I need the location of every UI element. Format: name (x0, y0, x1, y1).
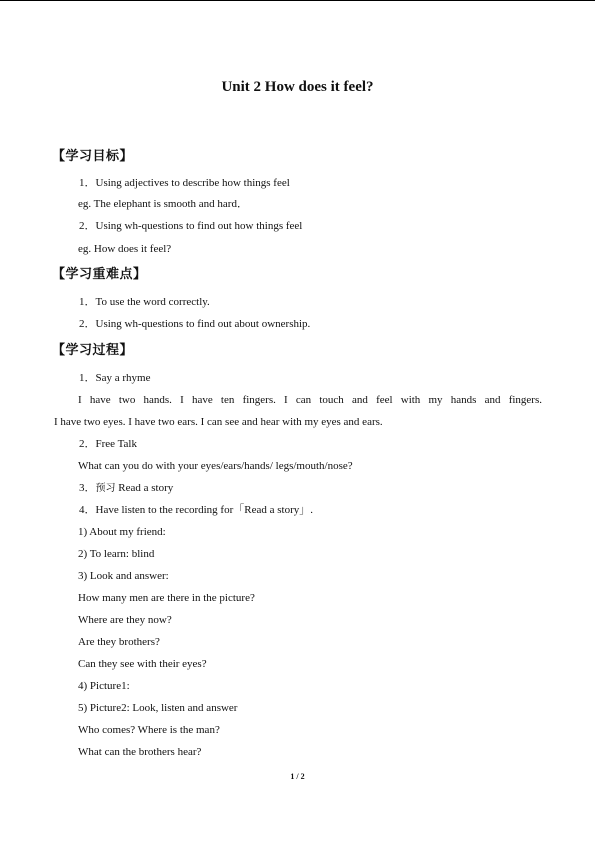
header-rule (0, 0, 595, 1)
document-title: Unit 2 How does it feel? (221, 79, 374, 95)
process-step-1: 1．Say a rhyme (79, 372, 151, 384)
sub-item-4: 4) Picture1: (78, 680, 130, 692)
process-step-4: 4．Have listen to the recording for「Read a story」. (79, 504, 313, 516)
objective-example-1: eg. The elephant is smooth and hard． (78, 198, 248, 210)
rhyme-paragraph (54, 389, 542, 411)
step3-text: Read a story (115, 482, 174, 494)
key-point-item-2: 2．Using wh-questions to find out about ownership. (79, 318, 311, 330)
question-5: Who comes? Where is the man? (78, 724, 220, 736)
sub-item-5: 5) Picture2: Look, listen and answer (78, 702, 238, 714)
process-step-2: 2．Free Talk (79, 438, 137, 450)
sub-item-1: 1) About my friend: (78, 526, 166, 538)
question-3: Are they brothers? (78, 636, 160, 648)
page-number: 1 / 2 (290, 772, 305, 781)
section-heading-objectives: 【学习目标】 (52, 149, 134, 164)
question-1: How many men are there in the picture? (78, 592, 255, 604)
process-step-3 (79, 481, 173, 496)
free-talk-question: What can you do with your eyes/ears/hands/ legs/mouth/nose? (78, 460, 353, 472)
rhyme-line-1: I have two hands. I have ten fingers. I can touch and feel with my hands and fingers. (78, 394, 542, 406)
step3-preview-label: 预习 (95, 483, 116, 494)
rhyme-line-2: I have two eyes. I have two ears. I can see and hear with my eyes and ears. (54, 416, 383, 428)
question-4: Can they see with their eyes? (78, 658, 207, 670)
sub-item-2: 2) To learn: blind (78, 548, 155, 560)
objective-item-1: 1．Using adjectives to describe how things feel (79, 177, 290, 189)
objective-example-2: eg. How does it feel? (78, 243, 172, 255)
question-2: Where are they now? (78, 614, 172, 626)
step3-number: 3． (79, 482, 96, 494)
section-heading-process: 【学习过程】 (52, 343, 134, 358)
objective-item-2: 2．Using wh-questions to find out how things feel (79, 220, 303, 232)
sub-item-3: 3) Look and answer: (78, 570, 169, 582)
question-6: What can the brothers hear? (78, 746, 202, 758)
key-point-item-1: 1．To use the word correctly. (79, 296, 210, 308)
section-heading-key-points: 【学习重难点】 (52, 267, 147, 282)
